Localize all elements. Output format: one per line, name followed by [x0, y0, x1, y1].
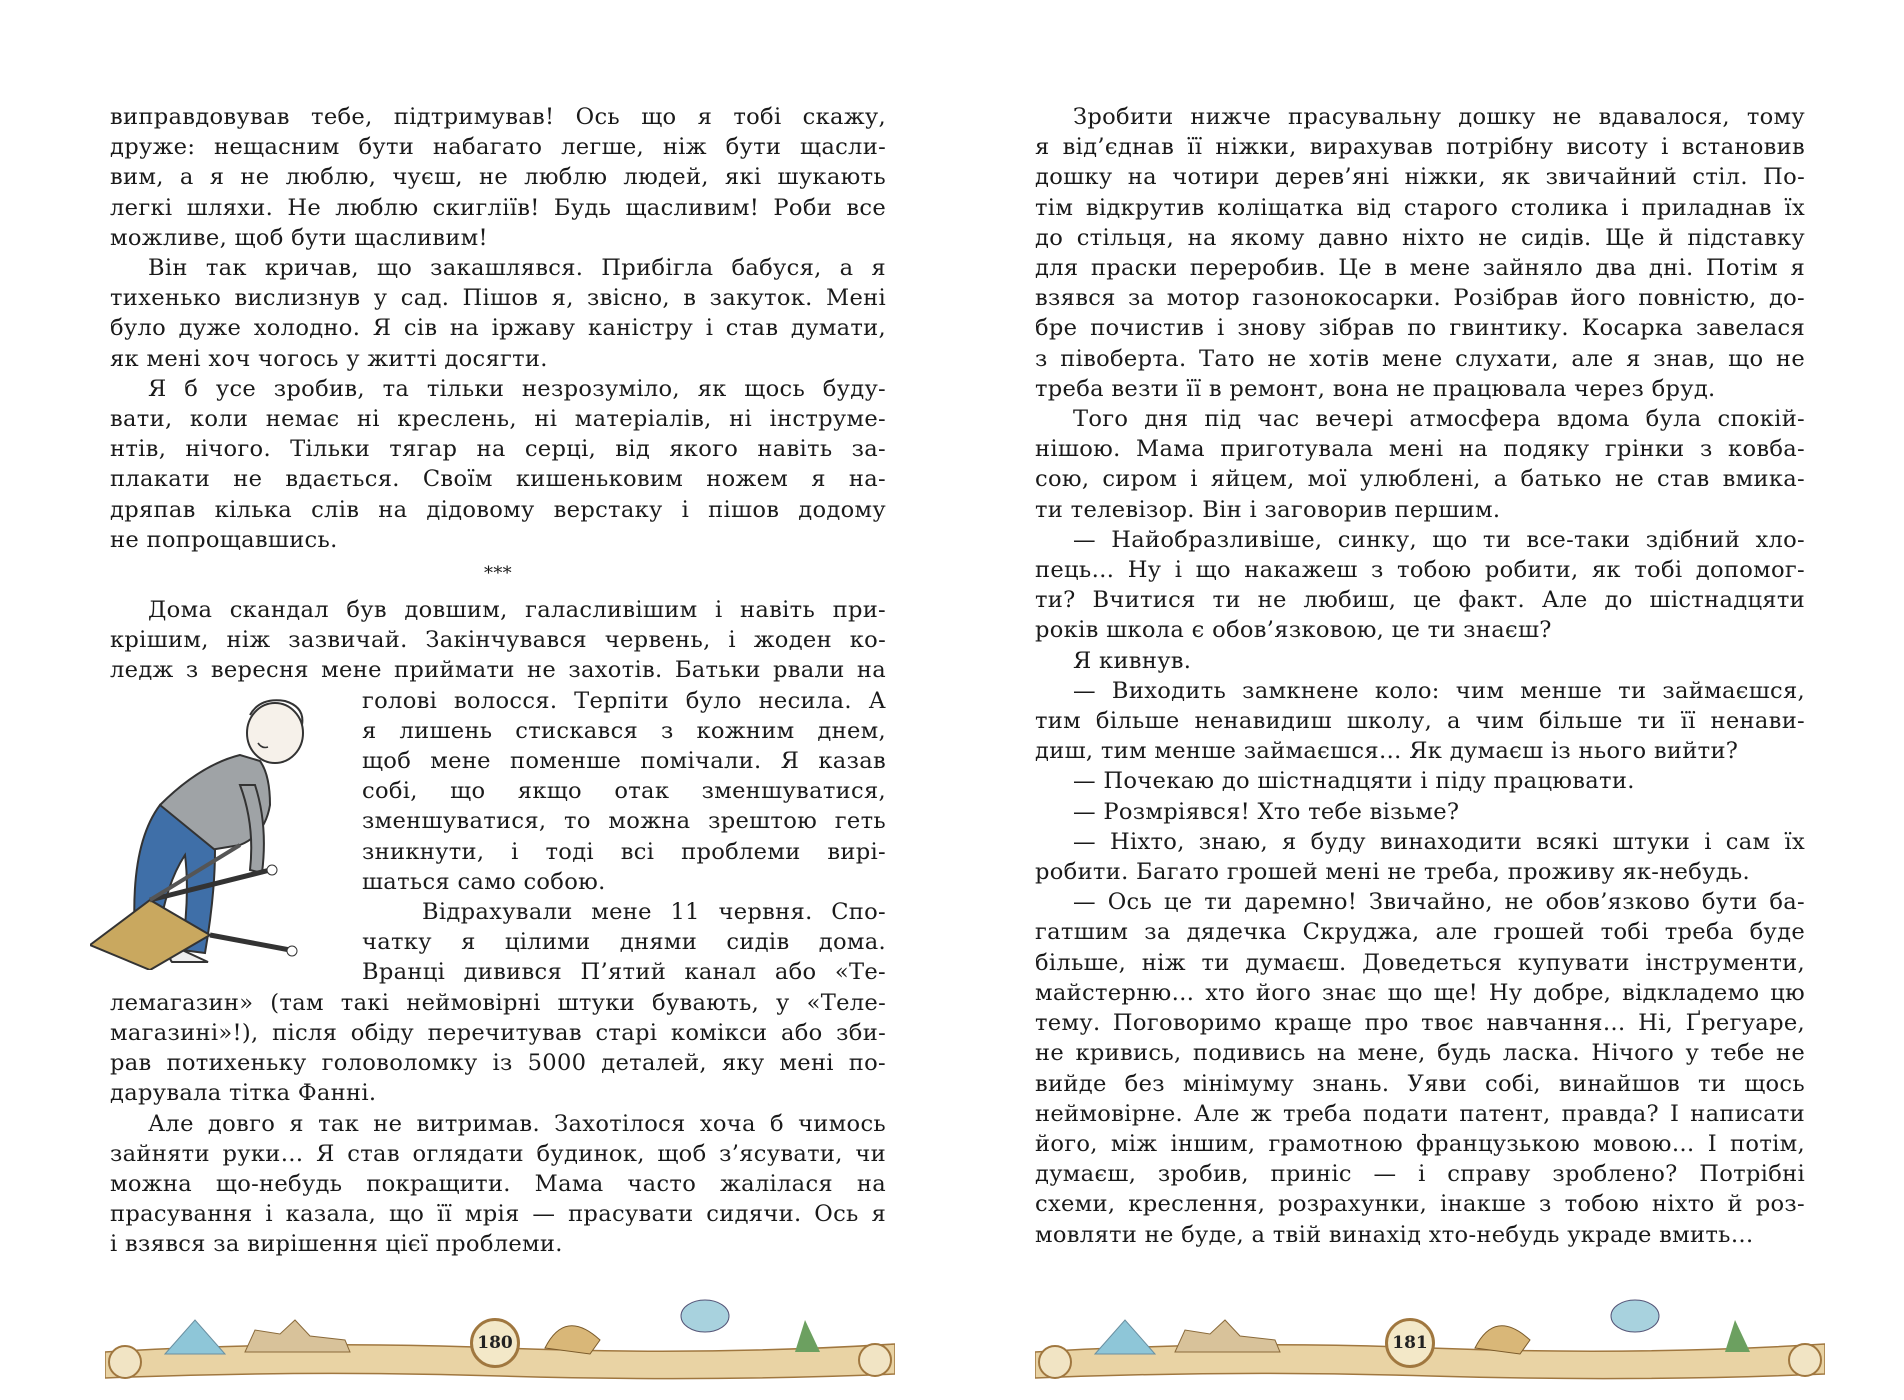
- text-line: плакати не вдається. Своїм кишеньковим ножем я на-: [110, 466, 886, 493]
- text-line: Він так кричав, що закашлявся. Прибігла бабуся, а я: [148, 255, 886, 282]
- text-line: з півоберта. Тато не хотів мене слухати, але я знав, що не: [1035, 345, 1805, 372]
- text-line: бре почистив і знову зібрав по гвинтику. Косарка завелася: [1035, 315, 1805, 342]
- right-page-paragraphs: [1035, 102, 1805, 1250]
- text-line: для праски переробив. Це в мене зайняло два дні. Потім я: [1035, 255, 1805, 282]
- text-line: Але довго я так не витримав. Захотілося хоча б чимось: [148, 1110, 886, 1137]
- text-line: дарувала тітка Фанні.: [110, 1080, 377, 1107]
- paragraph-continued: [110, 988, 886, 1109]
- text-line: і взявся за вирішення цієї проблеми.: [110, 1231, 563, 1258]
- text-line: — Ось це ти даремно! Звичайно, не обов’язково бути ба-: [1073, 889, 1805, 916]
- text-line: — Почекаю до шістнадцяти і піду працювати.: [1073, 768, 1635, 795]
- text-line: чатку я цілими днями сидів дома.: [362, 929, 886, 956]
- text-line: крішим, ніж зазвичай. Закінчувався червень, і жоден ко-: [110, 627, 886, 654]
- paragraph: [110, 988, 886, 1109]
- text-line: — Розмріявся! Хто тебе візьме?: [1073, 798, 1460, 825]
- text-line: Вранці дивився П’ятий канал або «Те-: [362, 959, 886, 986]
- text-line: неймовірне. Але ж треба подати патент, правда? І написати: [1035, 1100, 1805, 1127]
- text-line: Відрахували мене 11 червня. Спо-: [422, 899, 886, 926]
- text-line: рав потихеньку головоломку із 5000 деталей, яку мені по-: [110, 1050, 886, 1077]
- text-line: не кривись, подивись на мене, будь ласка. Нічого у тебе не: [1035, 1040, 1805, 1067]
- text-line: можливе, щоб бути щасливим!: [110, 224, 488, 251]
- text-line: легкі шляхи. Не люблю скиглiїв! Будь щасливим! Роби все: [110, 194, 886, 221]
- left-page-footer-ornament: [105, 1290, 895, 1380]
- paragraph: [110, 1109, 886, 1260]
- paragraph: [110, 253, 886, 374]
- text-line: гатшим за дядечка Скруджа, але грошей тобі треба буде: [1035, 919, 1805, 946]
- text-line: робити. Багато грошей мені не треба, проживу як-небудь.: [1035, 859, 1751, 886]
- text-line: взявся за мотор газонокосарки. Розібрав його повністю, до-: [1035, 285, 1805, 312]
- text-line: мовляти не буде, а твій винахід хто-небудь украде вмить…: [1035, 1221, 1754, 1248]
- paragraph-last: [110, 1109, 886, 1260]
- text-line: дошку на чотири дерев’яні ніжки, як звичайний стіл. По-: [1035, 164, 1805, 191]
- page-number: 180: [470, 1318, 520, 1368]
- text-line: диш, тим менше займаєшся… Як думаєш із нього вийти?: [1035, 738, 1739, 765]
- text-line: як мені хоч чогось у житті досягти.: [110, 345, 548, 372]
- text-line: — Виходить замкнене коло: чим менше ти займаєшся,: [1073, 677, 1805, 704]
- paragraph: [1035, 766, 1805, 796]
- text-line: магазині»!), після обіду перечитував старі комікси або зби-: [110, 1019, 886, 1046]
- text-line: тему. Поговоримо краще про твоє навчання… Ні, Ґрегуаре,: [1035, 1010, 1805, 1037]
- text-line: друже: нещасним бути набагато легше, ніж бути щасли-: [110, 134, 886, 161]
- text-line: нтів, нічого. Тільки тягар на серці, від якого навіть за-: [110, 436, 886, 463]
- paragraph-after-separator: [110, 595, 886, 686]
- paragraph: [1035, 797, 1805, 827]
- text-line: було дуже холодно. Я сів на іржаву каністру і став думати,: [110, 315, 886, 342]
- text-line: прасування і казала, що її мрія — прасувати сидячи. Ось я: [110, 1201, 886, 1228]
- text-line: — Найобразливіше, синку, що ти все-таки здібний хло-: [1073, 526, 1805, 553]
- text-line: дряпав кілька слів на дідовому верстаку і пішов додому: [110, 496, 886, 523]
- text-line: років школа є обов’язковою, це ти знаєш?: [1035, 617, 1552, 644]
- text-line: собі, що якщо отак зменшуватися,: [362, 778, 886, 805]
- text-line: ти? Вчитися ти не любиш, це факт. Але до шістнадцяти: [1035, 587, 1805, 614]
- left-page-paragraphs-top: [110, 102, 886, 555]
- text-line: Того дня під час вечері атмосфера вдома була спокій-: [1073, 406, 1805, 433]
- text-line: шаться само собою.: [362, 868, 606, 895]
- text-line: я лишень стискався з кожним днем,: [362, 717, 886, 744]
- text-line: Я б усе зробив, та тільки незрозуміло, як щось буду-: [148, 375, 886, 402]
- text-line: вим, а я не люблю, чуєш, не люблю людей, які шукають: [110, 164, 886, 191]
- text-line: — Ніхто, знаю, я буду винаходити всякі штуки і сам їх: [1073, 828, 1805, 855]
- text-line: щоб мене поменше помічали. Я казав: [362, 748, 886, 775]
- text-line: сою, сиром і яйцем, мої улюблені, а батько не став вмика-: [1035, 466, 1805, 493]
- text-line: вати, коли немає ні креслень, ні матеріалів, ні інструме-: [110, 406, 886, 433]
- paragraph: [110, 595, 886, 686]
- paragraph: [110, 102, 886, 253]
- boy-with-chair-illustration: [90, 695, 360, 970]
- text-line: зменшуватися, то можна зрештою геть: [362, 808, 886, 835]
- paragraph: [1035, 887, 1805, 1249]
- text-line: лемагазин» (там такі неймовірні штуки бувають, у «Теле-: [110, 989, 886, 1016]
- paragraph: [110, 374, 886, 555]
- text-line: тим більше ненавидиш школу, а чим більше ти її ненави-: [1035, 708, 1805, 735]
- right-page-text: [1035, 102, 1805, 1250]
- text-line: його, між іншим, грамотною французькою мовою… І потім,: [1035, 1130, 1805, 1157]
- right-page-footer-ornament: [1035, 1290, 1825, 1380]
- text-line: можна що-небудь покращити. Мама часто жалілася на: [110, 1170, 886, 1197]
- text-line: не попрощавшись.: [110, 526, 338, 553]
- text-line: схеми, креслення, розрахунки, інакше з тобою ніхто й роз-: [1035, 1191, 1805, 1218]
- text-line: голові волосся. Терпіти було несила. А: [362, 687, 886, 714]
- paragraph: [1035, 676, 1805, 767]
- text-line: майстерню… хто його знає що ще! Ну добре, відкладемо цю: [1035, 979, 1805, 1006]
- text-line: Дома скандал був довшим, галасливішим і навіть при-: [148, 597, 886, 624]
- text-line: треба везти її в ремонт, вона не працювала через бруд.: [1035, 375, 1716, 402]
- paragraph: [1035, 404, 1805, 525]
- text-line: виправдовував тебе, підтримував! Ось що я тобі скажу,: [110, 104, 886, 130]
- paragraph: [1035, 525, 1805, 646]
- text-line: ледж з вересня мене приймати не захотів. Батьки рвали на: [110, 657, 886, 684]
- paragraph: [1035, 102, 1805, 404]
- text-line: більше, ніж ти думаєш. Доведеться купувати інструменти,: [1035, 949, 1805, 976]
- text-line: тихенько вислизнув у сад. Пішов я, звісно, в закуток. Мені: [110, 285, 886, 312]
- text-line: зайняти руки… Я став оглядати будинок, щоб з’ясувати, чи: [110, 1140, 886, 1167]
- text-line: нішою. Мама приготувала мені на подяку грінки з ковба-: [1035, 436, 1805, 463]
- text-line: пець… Ну і що накажеш з тобою робити, як тобі допомог-: [1035, 557, 1805, 584]
- section-separator: ***: [484, 563, 512, 585]
- right-page: [952, 0, 1904, 1400]
- text-line: думаєш, зробив, приніс — і справу зроблено? Потрібні: [1035, 1161, 1805, 1188]
- text-line: ти телевізор. Він і заговорив першим.: [1035, 496, 1501, 523]
- text-line: я від’єднав її ніжки, вирахував потрібну висоту і встановив: [1035, 134, 1805, 161]
- text-line: до стільця, на якому давно ніхто не сидів. Ще й підставку: [1035, 224, 1805, 251]
- left-page-text: [110, 102, 886, 1260]
- paragraph: [1035, 827, 1805, 887]
- text-line: вийде без мінімуму знань. Уяви собі, винайшов ти щось: [1035, 1070, 1805, 1097]
- paragraph: [1035, 646, 1805, 676]
- text-line: тім відкрутив коліщатка від старого столика і приладнав їх: [1035, 194, 1805, 221]
- text-line: Я кивнув.: [1073, 647, 1192, 674]
- text-line: Зробити нижче прасувальну дошку не вдавалося, тому: [1073, 104, 1805, 130]
- text-line: зникнути, і тоді всі проблеми вирі-: [362, 838, 886, 865]
- page-number: 181: [1385, 1318, 1435, 1368]
